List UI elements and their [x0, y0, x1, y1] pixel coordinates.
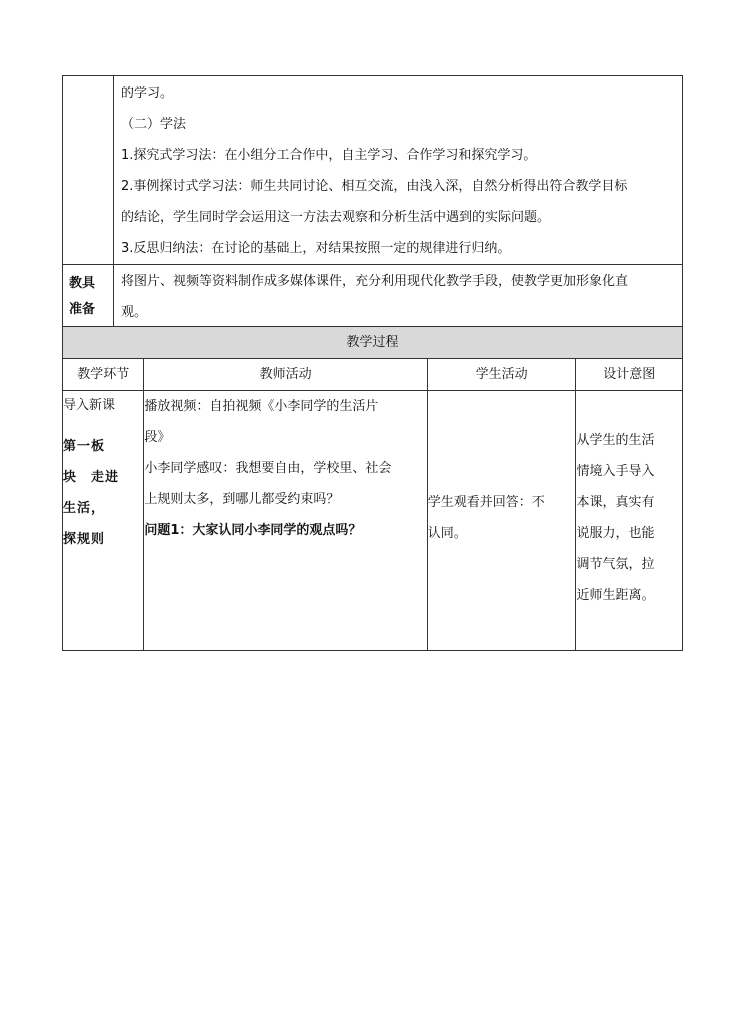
methods-content-cell [114, 76, 683, 265]
intent-line-3: 本课，真实有 [576, 495, 655, 510]
methods-item-2a: 2.事例探讨式学习法：师生共同讨论、相互交流，由浅入深，自然分析得出符合教学目标 [121, 179, 628, 194]
prep-text-line-2: 观。 [121, 305, 148, 320]
teacher-line-2: 段》 [144, 430, 171, 445]
stage-intro: 导入新课 [63, 398, 116, 413]
prep-label-line-1: 教具 [69, 276, 96, 291]
methods-line-0: 的学习。 [121, 86, 174, 101]
methods-item-1: 1.探究式学习法：在小组分工合作中，自主学习、合作学习和探究学习。 [121, 148, 537, 163]
stage-cell [63, 391, 144, 651]
student-line-2: 认同。 [427, 526, 467, 541]
header-teacher: 教师活动 [144, 359, 427, 391]
student-activity-cell [427, 391, 576, 651]
methods-heading: （二）学法 [121, 117, 187, 132]
prep-label-cell [63, 265, 114, 329]
intent-line-6: 近师生距离。 [576, 588, 655, 603]
header-student: 学生活动 [427, 359, 576, 391]
process-title: 教学过程 [63, 327, 683, 359]
prep-row [63, 265, 683, 329]
teacher-question: 问题1：大家认同小李同学的观点吗？ [144, 523, 362, 538]
process-table [62, 326, 683, 651]
teacher-line-3: 小李同学感叹：我想要自由，学校里、社会 [144, 461, 392, 476]
header-intent: 设计意图 [576, 359, 683, 391]
methods-row [63, 76, 683, 265]
intent-line-4: 说服力，也能 [576, 526, 655, 541]
teacher-line-1: 播放视频：自拍视频《小李同学的生活片 [144, 399, 379, 414]
section-line-1: 第一板 [63, 439, 106, 454]
student-line-1: 学生观看并回答：不 [427, 495, 545, 510]
methods-item-3: 3.反思归纳法：在讨论的基础上，对结果按照一定的规律进行归纳。 [121, 241, 511, 256]
teacher-activity-cell [144, 391, 427, 651]
intent-cell [576, 391, 683, 651]
header-stage: 教学环节 [63, 359, 144, 391]
intent-line-2: 情境入手导入 [576, 464, 655, 479]
prep-text-line-1: 将图片、视频等资料制作成多媒体课件，充分利用现代化教学手段，使教学更加形象化直 [121, 274, 629, 289]
section-line-4: 探规则 [63, 532, 106, 547]
methods-side-cell [63, 76, 114, 265]
process-row-intro [63, 391, 683, 651]
process-title-row [63, 327, 683, 359]
intent-line-5: 调节气氛，拉 [576, 557, 655, 572]
section-line-3: 生活， [63, 501, 106, 516]
teacher-line-4: 上规则太多，到哪儿都受约束吗？ [144, 492, 340, 507]
methods-table [62, 75, 683, 329]
prep-label-line-2: 准备 [69, 302, 96, 317]
prep-content-cell [114, 265, 683, 329]
section-line-2: 块 走进 [63, 470, 120, 485]
methods-item-2b: 的结论，学生同时学会运用这一方法去观察和分析生活中遇到的实际问题。 [121, 210, 551, 225]
intent-line-1: 从学生的生活 [576, 433, 655, 448]
process-header-row [63, 359, 683, 391]
